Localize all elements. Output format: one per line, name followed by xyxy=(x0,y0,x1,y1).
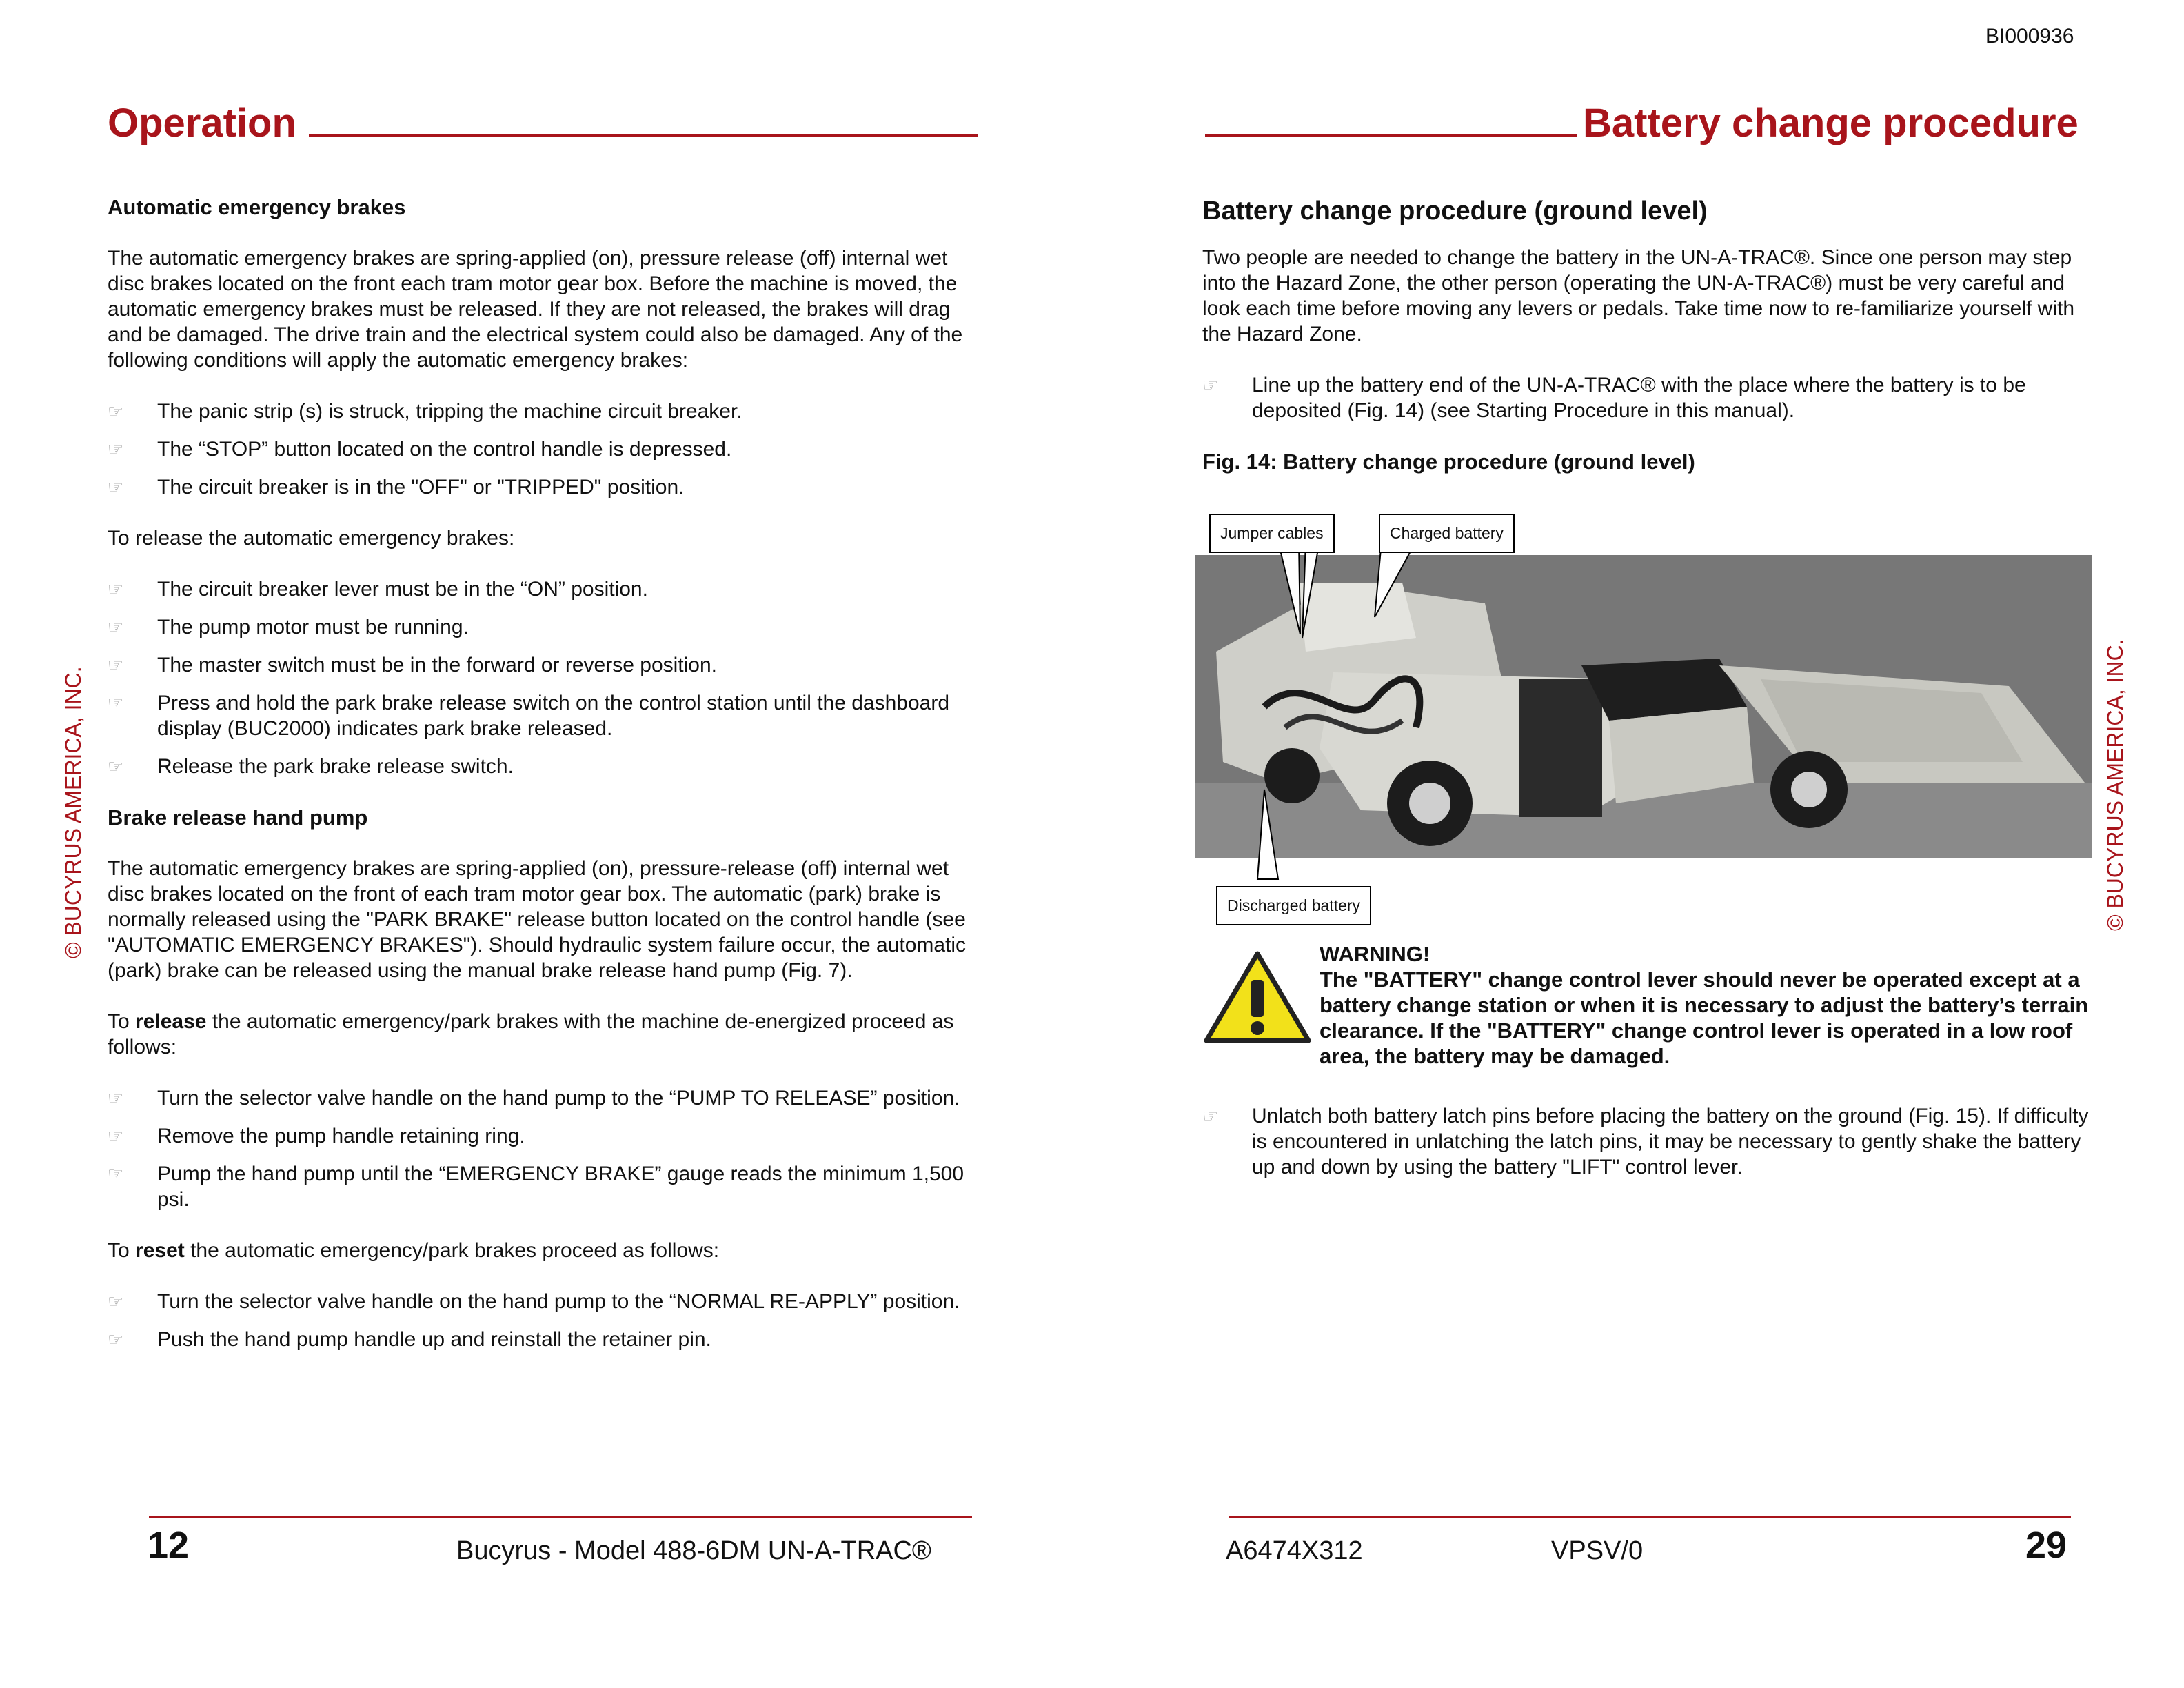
pointing-hand-icon: ☞ xyxy=(108,1087,124,1108)
footer-code-2: VPSV/0 xyxy=(1551,1536,1644,1565)
pump-release-steps-list xyxy=(108,1085,990,1212)
list-item: ☞ The master switch must be in the forward or reverse position. xyxy=(108,654,717,676)
pointing-hand-icon: ☞ xyxy=(108,476,124,497)
callout-pointers xyxy=(1195,500,2092,934)
list-item: ☞ The circuit breaker is in the "OFF" or "TRIPPED" position. xyxy=(108,476,685,499)
release-steps-list xyxy=(108,576,990,779)
document-id: BI000936 xyxy=(1985,25,2074,48)
conditions-list xyxy=(108,399,990,500)
section-title-automatic-brakes: Automatic emergency brakes xyxy=(108,195,406,219)
warning-triangle-icon xyxy=(1202,950,1313,1046)
list-item: ☞ The “STOP” button located on the control handle is depressed. xyxy=(108,438,732,461)
right-page-header xyxy=(1205,101,2079,145)
header-title: Operation xyxy=(108,101,296,145)
pointing-hand-icon: ☞ xyxy=(108,1125,124,1146)
callout-discharged-battery: Discharged battery xyxy=(1216,886,1371,925)
right-page-body xyxy=(1202,199,2092,1205)
pointing-hand-icon: ☞ xyxy=(108,401,124,421)
warning-text xyxy=(1320,941,2092,1069)
pointing-hand-icon: ☞ xyxy=(108,439,124,459)
list-item: ☞ The panic strip (s) is struck, tripping the machine circuit breaker. xyxy=(108,400,742,423)
header-rule xyxy=(309,131,978,137)
pointing-hand-icon: ☞ xyxy=(108,579,124,599)
header-rule xyxy=(1205,131,1577,137)
pointing-hand-icon: ☞ xyxy=(108,1329,124,1349)
list-item: ☞ Release the park brake release switch. xyxy=(108,755,514,778)
pointing-hand-icon: ☞ xyxy=(108,654,124,675)
list-item: ☞ Pump the hand pump until the “EMERGENCY BRAKE” gauge reads the minimum 1,500 psi. xyxy=(108,1163,964,1211)
warning-box xyxy=(1202,941,2092,1069)
header-title: Battery change procedure xyxy=(1583,101,2079,145)
pointing-hand-icon: ☞ xyxy=(108,616,124,637)
pump-reset-steps-list xyxy=(108,1289,990,1352)
figure-caption: Fig. 14: Battery change procedure (ground level) xyxy=(1202,450,1695,474)
pointing-hand-icon: ☞ xyxy=(108,1291,124,1312)
list-item: ☞ Unlatch both battery latch pins before placing the battery on the ground (Fig. 15). If difficulty is encountered in unlatching the latch pins, it may be necessary to gently shake the battery up and down by using the battery "LIFT" control lever. xyxy=(1202,1105,2089,1178)
list-item: ☞ Press and hold the park brake release switch on the control station until the dashboard display (BUC2000) indicates park brake released. xyxy=(108,692,950,740)
paragraph: To release the automatic emergency/park brakes with the machine de-energized proceed as follows: xyxy=(108,1010,954,1058)
paragraph: The automatic emergency brakes are spring-applied (on), pressure release (off) internal wet disc brakes located on the front each tram motor gear box. Before the machine is moved, the automatic emergency brakes must be released. If they are not released, the brakes will drag and be damaged. The drive train and the electrical system could also be damaged. Any of the following conditions will apply the automatic emergency brakes: xyxy=(108,247,963,372)
pointing-hand-icon: ☞ xyxy=(1202,1105,1219,1126)
paragraph: Two people are needed to change the battery in the UN-A-TRAC®. Since one person may step into the Hazard Zone, the other person (operating the UN-A-TRAC®) must be very careful and look each time before moving any levers or pedals. Take time now to re-familiarize yourself with the Hazard Zone. xyxy=(1202,246,2075,345)
pointing-hand-icon: ☞ xyxy=(108,756,124,776)
list-item: ☞ Turn the selector valve handle on the hand pump to the “PUMP TO RELEASE” position. xyxy=(108,1087,960,1109)
pointing-hand-icon: ☞ xyxy=(108,692,124,713)
warning-title: WARNING! xyxy=(1320,942,1430,966)
left-footer-rule xyxy=(149,1516,972,1518)
battery-steps-list-2 xyxy=(1202,1103,2092,1180)
list-item: ☞ Line up the battery end of the UN-A-TRAC® with the place where the battery is to be deposited (Fig. 14) (see Starting Procedure in this manual). xyxy=(1202,374,2026,422)
figure-battery-change xyxy=(1195,500,2092,934)
section-title-hand-pump: Brake release hand pump xyxy=(108,805,368,830)
list-item: ☞ The circuit breaker lever must be in the “ON” position. xyxy=(108,578,648,601)
footer-code-1: A6474X312 xyxy=(1226,1536,1363,1565)
battery-steps-list xyxy=(1202,372,2092,423)
callout-jumper-cables: Jumper cables xyxy=(1209,514,1335,553)
section-title-battery-change: Battery change procedure (ground level) xyxy=(1202,197,1708,225)
paragraph: To release the automatic emergency brakes: xyxy=(108,527,515,550)
list-item: ☞ Push the hand pump handle up and reinstall the retainer pin. xyxy=(108,1328,711,1351)
list-item: ☞ Remove the pump handle retaining ring. xyxy=(108,1125,525,1147)
paragraph: The automatic emergency brakes are spring-applied (on), pressure-release (off) internal wet disc brakes located on the front of each tram motor gear box. The automatic (park) brake is normally released using the "PARK BRAKE" release button located on the control handle (see "AUTOMATIC EMERGENCY BRAKES"). Should hydraulic system failure occur, the automatic (park) brake can be released using the manual brake release hand pump (Fig. 7). xyxy=(108,857,967,982)
list-item: ☞ The pump motor must be running. xyxy=(108,616,469,639)
paragraph: To reset the automatic emergency/park brakes proceed as follows: xyxy=(108,1239,720,1262)
warning-body: The "BATTERY" change control lever should never be operated except at a battery change station or when it is necessary to adjust the battery’s terrain clearance. If the "BATTERY" change control lever is operated in a low roof area, the battery may be damaged. xyxy=(1320,967,2089,1068)
right-copyright: © BUCYRUS AMERICA, INC. xyxy=(2103,639,2127,931)
left-page-header xyxy=(108,103,976,143)
left-page-number: 12 xyxy=(148,1525,190,1566)
right-page-number: 29 xyxy=(2025,1525,2067,1566)
pointing-hand-icon: ☞ xyxy=(1202,374,1219,395)
left-footer-title: Bucyrus - Model 488-6DM UN-A-TRAC® xyxy=(456,1536,931,1565)
list-item: ☞ Turn the selector valve handle on the hand pump to the “NORMAL RE-APPLY” position. xyxy=(108,1290,960,1313)
left-copyright: © BUCYRUS AMERICA, INC. xyxy=(61,666,85,958)
callout-charged-battery: Charged battery xyxy=(1379,514,1515,553)
pointing-hand-icon: ☞ xyxy=(108,1163,124,1184)
right-footer-rule xyxy=(1228,1516,2071,1518)
left-page-body xyxy=(108,194,990,1378)
